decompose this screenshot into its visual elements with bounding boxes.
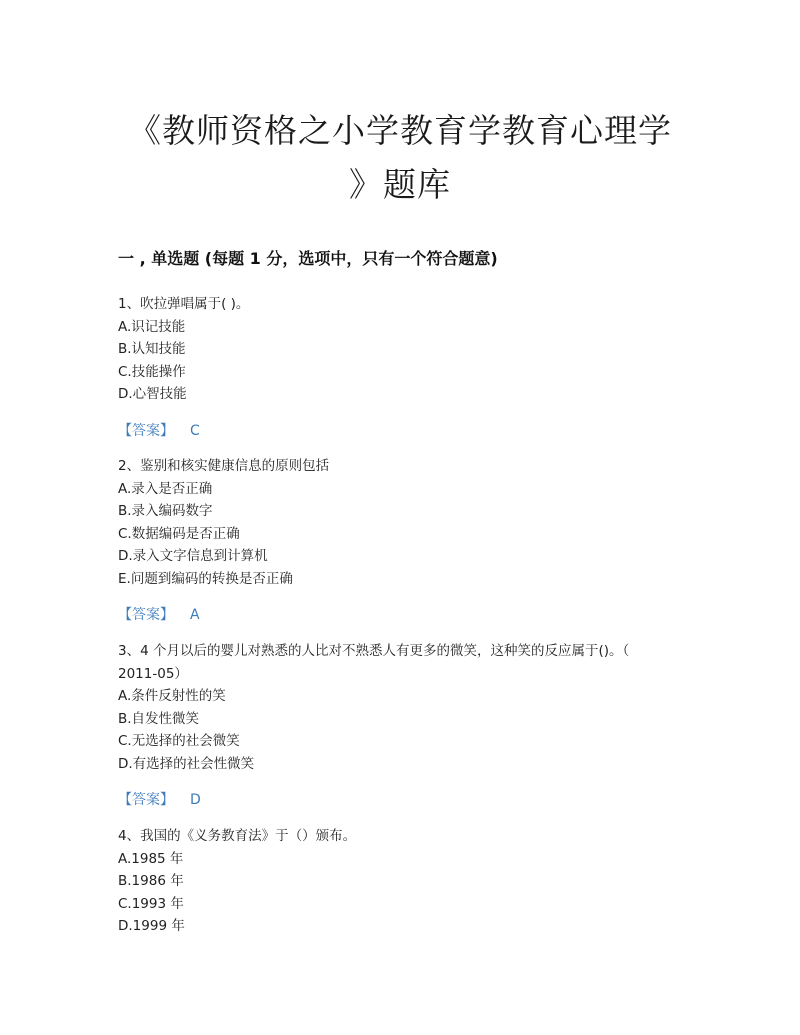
option-c: C.1993 年	[118, 895, 184, 912]
question-stem-line-1: 3、4 个月以后的婴儿对熟悉的人比对不熟悉人有更多的微笑，这种笑的反应属于()。（	[118, 643, 630, 659]
answer-line	[118, 420, 678, 442]
option-c: C.数据编码是否正确	[118, 525, 240, 542]
question-1	[118, 293, 678, 442]
document-title	[118, 104, 682, 212]
answer-line	[118, 789, 678, 811]
section-heading: 一 , 单选题 (每题 1 分，选项中，只有一个符合题意)	[118, 249, 498, 268]
answer-value: D	[190, 792, 201, 808]
option-a: A.1985 年	[118, 850, 184, 867]
title-line-2: 》题库	[349, 165, 451, 204]
answer-line	[118, 604, 678, 626]
question-stem: 2、鉴别和核实健康信息的原则包括	[118, 458, 330, 474]
option-a: A.条件反射性的笑	[118, 688, 226, 704]
option-a: A.录入是否正确	[118, 480, 213, 497]
question-stem-line-2: 2011-05）	[118, 665, 188, 682]
option-e: E.问题到编码的转换是否正确	[118, 570, 293, 587]
question-3	[118, 640, 678, 811]
option-b: B.1986 年	[118, 873, 184, 889]
answer-value: A	[190, 607, 200, 623]
option-d: D.有选择的社会性微笑	[118, 755, 255, 772]
answer-label: 【答案】	[118, 422, 174, 439]
option-d: D.录入文字信息到计算机	[118, 548, 268, 564]
title-line-1: 《教师资格之小学教育学教育心理学	[128, 111, 672, 150]
answer-label: 【答案】	[118, 792, 174, 808]
option-c: C.无选择的社会微笑	[118, 733, 240, 749]
option-b: B.自发性微笑	[118, 710, 200, 727]
question-2	[118, 455, 678, 626]
question-stem: 1、吹拉弹唱属于( )。	[118, 296, 250, 312]
option-c: C.技能操作	[118, 363, 186, 380]
option-d: D.心智技能	[118, 386, 187, 402]
option-a: A.识记技能	[118, 318, 186, 335]
option-d: D.1999 年	[118, 918, 185, 934]
option-b: B.录入编码数字	[118, 503, 213, 519]
answer-value: C	[190, 422, 200, 439]
option-b: B.认知技能	[118, 341, 186, 357]
question-4	[118, 825, 678, 938]
answer-label: 【答案】	[118, 607, 174, 623]
question-stem: 4、我国的《义务教育法》于（）颁布。	[118, 828, 357, 844]
